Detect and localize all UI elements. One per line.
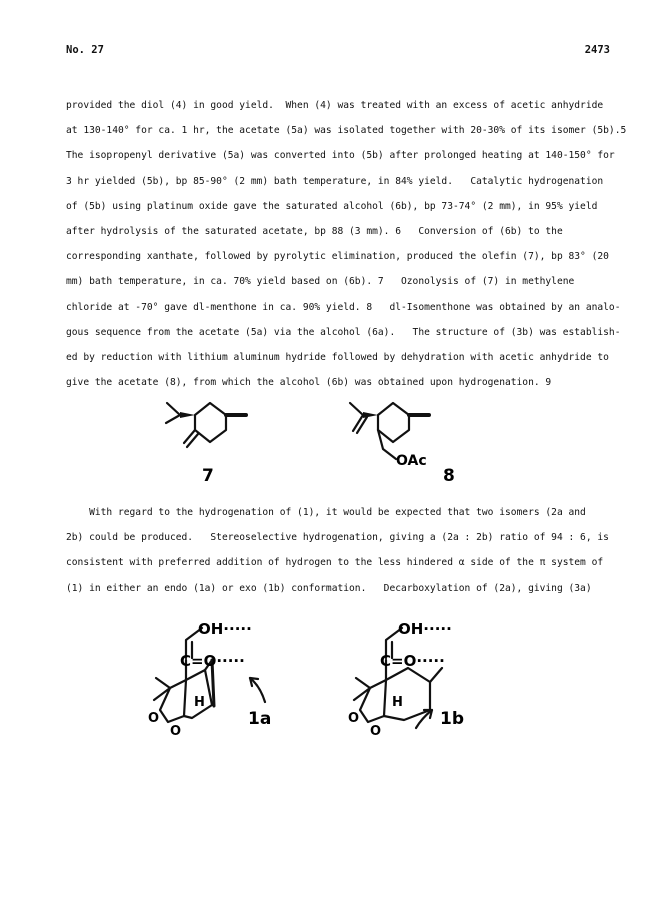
oh-group-1b: OH····· xyxy=(398,620,452,638)
figure-structures-7-8 xyxy=(140,385,500,490)
paragraph-2 xyxy=(66,500,614,601)
conformation-label-1b: 1b xyxy=(440,709,464,729)
text-line: gous sequence from the acetate (5a) via the alcohol (6a). The structure of (3b) was establish- xyxy=(66,326,621,338)
journal-number: No. 27 xyxy=(66,44,104,56)
text-line: 2b) could be produced. Stereoselective hydrogenation, giving a (2a : 2b) ratio of 94 : 6, is xyxy=(66,532,609,544)
text-line: 3 hr yielded (5b), bp 85-90° (2 mm) bath temperature, in 84% yield. Catalytic hydrogenation xyxy=(66,175,604,187)
hydrogen-1a: H xyxy=(194,695,205,710)
text-line: consistent with preferred addition of hydrogen to the less hindered α side of the π system of xyxy=(66,557,604,569)
hydrogen-1b: H xyxy=(392,695,403,710)
oxygen-1a-lower: O xyxy=(170,724,182,739)
text-line: of (5b) using platinum oxide gave the saturated alcohol (6b), bp 73-74° (2 mm), in 95% yield xyxy=(66,200,598,212)
compound-label-8: 8 xyxy=(443,466,455,486)
text-line: give the acetate (8), from which the alcohol (6b) was obtained upon hydrogenation. 9 xyxy=(66,377,552,389)
conformation-drawing xyxy=(140,610,520,740)
page-number: 2473 xyxy=(584,44,610,56)
text-line: With regard to the hydrogenation of (1), it would be expected that two isomers (2a and xyxy=(66,507,586,518)
oxygen-1b-lower: O xyxy=(370,724,382,739)
text-line: at 130-140° for ca. 1 hr, the acetate (5a) was isolated together with 20-30% of its isomer (5b).5 xyxy=(66,125,627,137)
compound-label-7: 7 xyxy=(202,466,214,486)
oxygen-1b: O xyxy=(348,711,360,726)
oac-group-label: OAc xyxy=(396,453,427,469)
text-line: chloride at -70° gave dl-menthone in ca. 90% yield. 8 dl-Isomenthone was obtained by an analo- xyxy=(66,301,621,313)
carbonyl-group-1b: C=O····· xyxy=(380,652,445,670)
text-line: after hydrolysis of the saturated acetate, bp 88 (3 mm). 6 Conversion of (6b) to the xyxy=(66,225,563,237)
carbonyl-group-1a: C=O····· xyxy=(180,652,245,670)
text-line: ed by reduction with lithium aluminum hydride followed by dehydration with acetic anhydride to xyxy=(66,351,609,363)
text-line: provided the diol (4) in good yield. When (4) was treated with an excess of acetic anhydride xyxy=(66,100,604,111)
text-line: mm) bath temperature, in ca. 70% yield based on (6b). 7 Ozonolysis of (7) in methylene xyxy=(66,276,575,288)
oh-group-1a: OH····· xyxy=(198,620,252,638)
text-line: corresponding xanthate, followed by pyrolytic elimination, produced the olefin (7), bp 83° (20 xyxy=(66,251,609,263)
text-line: (1) in either an endo (1a) or exo (1b) conformation. Decarboxylation of (2a), giving (3a) xyxy=(66,582,592,594)
structure-drawing-7-8 xyxy=(140,385,500,490)
text-line: The isopropenyl derivative (5a) was converted into (5b) after prolonged heating at 140-150° for xyxy=(66,150,615,162)
figure-conformations-1a-1b xyxy=(140,610,520,740)
oxygen-1a: O xyxy=(148,711,160,726)
conformation-label-1a: 1a xyxy=(248,709,272,729)
paragraph-1 xyxy=(66,93,627,395)
